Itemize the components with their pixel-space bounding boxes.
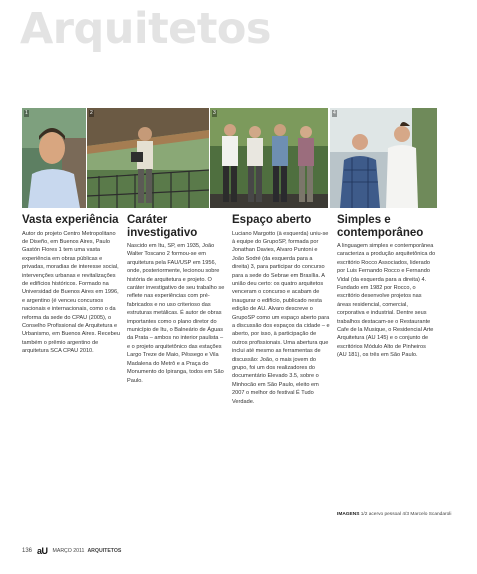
man-on-railing-icon (87, 108, 209, 208)
column-heading: Espaço aberto (232, 214, 312, 226)
column-heading: Vasta experiência (22, 214, 119, 226)
magazine-logo: aU (37, 546, 48, 556)
photo-4 (330, 108, 437, 208)
photo-number: 2 (90, 110, 93, 116)
column-body: Luciano Margotto (à esquerda) uniu-se à equipe do GrupoSP, formada por Jonathan Davies, Alvaro Puntoni e João Sodré (da esquerda para a direita) 3, para participar do concurso para a sede do Sebrae em Brasília. A união deu certo: os quatro arquitetos venceram o concurso e acabam de inaugurar o edifício, publicado nesta edição de AU. Alvaro descreve o GrupoSP como um espaço aberto para a discussão dos espaços da cidade – e aberto, por isso, à participação de outros profissionais. Uma abertura que inclui até mesmo as ferramentas de discussão: João, o mais jovem do grupo, foi um dos realizadores do documentário Elevado 3.5, sobre o Minhocão em São Paulo, eleito em 2007 o melhor do festival É Tudo Verdade. (232, 230, 330, 405)
group-four-men-icon (210, 108, 328, 208)
photo-3 (210, 108, 328, 208)
page-footer (22, 546, 121, 556)
column-body: Autor do projeto Centro Metropolitano de Diseño, em Buenos Aires, Paulo Gastón Flores 1 tem uma vasta experiência em obras públicas e privadas, moradias de interesse social, intervenções urbanas e revitalizações de edifícios históricos. Formado na Universidad de Buenos Aires em 1996, e argentino (é venceu concursos nacionais e internacionais, como o da reforma da sede do CPAU (2005), o Conselho Profissional de Arquitetura e Urbanismo, em Buenos Aires. Recebeu também o prêmio argentino de arquitetura SCA CPAU 2010. (22, 230, 120, 355)
credits-label: IMAGENS (337, 512, 360, 517)
column-simples-contemporaneo (337, 214, 437, 360)
photo-number: 3 (213, 110, 216, 116)
two-men-icon (330, 108, 437, 208)
section-name: ARQUITETOS (87, 548, 122, 554)
column-vasta-experiencia (22, 214, 120, 356)
column-heading: Caráter investigativo (127, 214, 198, 239)
column-heading: Simples e contemporâneo (337, 214, 424, 239)
photo-number: 1 (25, 110, 28, 116)
page-number: 136 (22, 548, 33, 554)
page-header-title: Arquitetos (20, 4, 272, 54)
column-body: A linguagem simples e contemporânea caracteriza a produção arquitetônica do escritório Rocco Associados, liderado por Luis Fernando Rocco e Fernando Vidal (da esquerda para a direita) 4. Fundado em 1982 por Rocco, o escritório desenvolve projetos nas áreas residencial, comercial, corporativa e industrial. Dentre seus trabalhos destacam-se o Restaurante Cafe de la Musique, o Residencial Arte Arquitetura (AU 145) e o conjunto de escritórios Módulo Alto de Pinheiros (AU 181), os três em São Paulo. (337, 243, 436, 359)
image-credits (337, 512, 451, 517)
issue-date: MARÇO 2011 (52, 548, 85, 554)
column-carater-investigativo (127, 214, 225, 385)
photo-1 (22, 108, 86, 208)
photo-number: 4 (333, 110, 336, 116)
portrait-man-icon (22, 108, 86, 208)
credits-text: 1/2 acervo pessoal 4/3 Marcelo Scandaroli (360, 512, 452, 517)
column-espaco-aberto (232, 214, 330, 406)
photo-2 (87, 108, 209, 208)
column-body: Nascido em Itu, SP, em 1935, João Walter Toscano 2 formou-se em arquitetura pela FAU/USP em 1956, onde, posteriormente, lecionou sobre história de arquitetura e projeto. O caráter investigativo de seu trabalho se reflete nas experiências com pré-fabricados e no uso criterioso das estruturas metálicas. É autor de obras importantes como o plano diretor do município de Itu, o Balneário de Águas da Prata – ambos no interior paulista – e o projeto arquitetônico das estações Largo Treze de Maio, Pêssego e Vila Madalena do Metrô e a Praça do Monumento do Ipiranga, todos em São Paulo. (127, 243, 225, 384)
